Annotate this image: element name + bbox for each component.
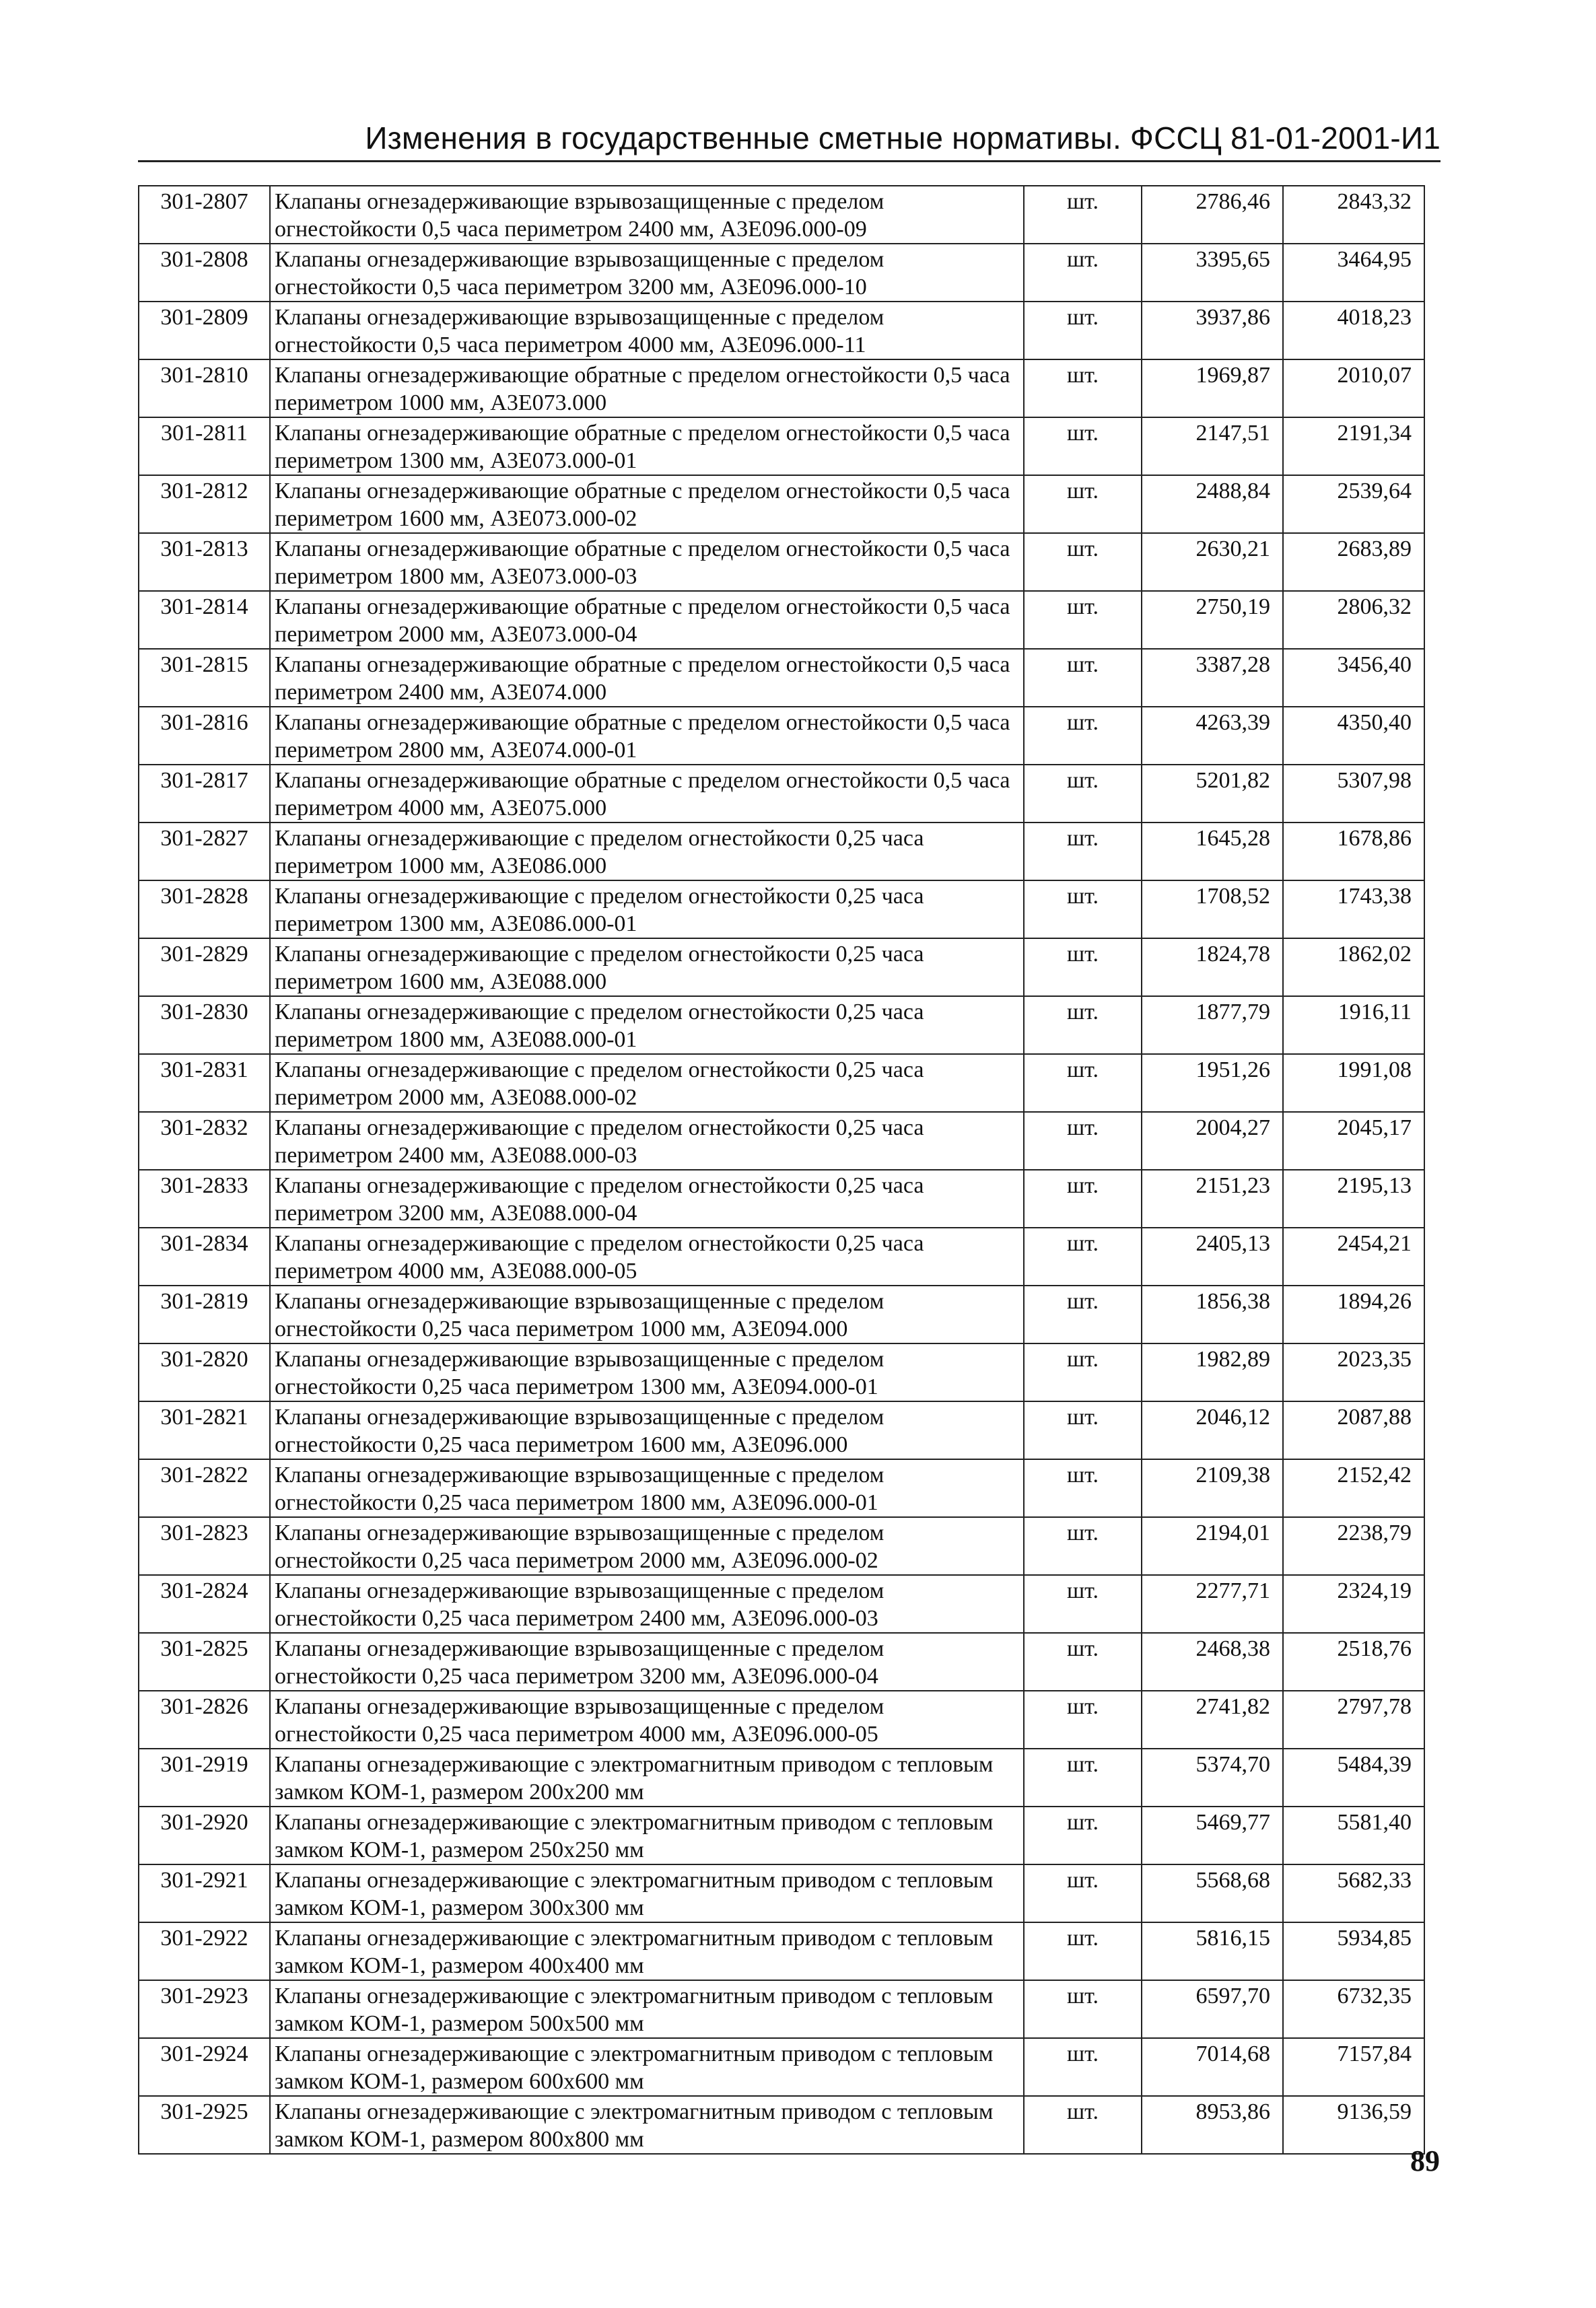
table-row <box>139 938 1424 996</box>
cell-price-2: 2454,21 <box>1283 1228 1424 1286</box>
cell-unit: шт. <box>1024 1922 1142 1980</box>
table-row <box>139 1864 1424 1922</box>
cell-price-1: 2194,01 <box>1142 1517 1283 1575</box>
cell-unit: шт. <box>1024 302 1142 359</box>
cell-price-2: 4350,40 <box>1283 707 1424 765</box>
cell-price-1: 1969,87 <box>1142 359 1283 417</box>
cell-code: 301-2828 <box>139 880 270 938</box>
table-row <box>139 1054 1424 1112</box>
cell-code: 301-2807 <box>139 186 270 244</box>
cell-description: Клапаны огнезадерживающие с электромагнитным приводом с тепловым замком КОМ-1, размером 200х200 мм <box>270 1749 1024 1807</box>
cell-unit: шт. <box>1024 1864 1142 1922</box>
table-row <box>139 2096 1424 2154</box>
table-row <box>139 475 1424 533</box>
cell-price-1: 1645,28 <box>1142 823 1283 880</box>
cell-description: Клапаны огнезадерживающие с пределом огнестойкости 0,25 часа периметром 1000 мм, А3Е086.000 <box>270 823 1024 880</box>
cell-code: 301-2827 <box>139 823 270 880</box>
cell-unit: шт. <box>1024 417 1142 475</box>
cell-code: 301-2824 <box>139 1575 270 1633</box>
cell-price-1: 5568,68 <box>1142 1864 1283 1922</box>
cell-price-2: 5682,33 <box>1283 1864 1424 1922</box>
cell-price-1: 8953,86 <box>1142 2096 1283 2154</box>
cell-code: 301-2811 <box>139 417 270 475</box>
cell-price-1: 1951,26 <box>1142 1054 1283 1112</box>
cell-description: Клапаны огнезадерживающие взрывозащищенные с пределом огнестойкости 0,5 часа периметром 2400 мм, А3Е096.000-09 <box>270 186 1024 244</box>
cell-price-1: 5374,70 <box>1142 1749 1283 1807</box>
cell-unit: шт. <box>1024 591 1142 649</box>
table-row <box>139 359 1424 417</box>
cell-price-2: 2045,17 <box>1283 1112 1424 1170</box>
cell-unit: шт. <box>1024 2096 1142 2154</box>
cell-description: Клапаны огнезадерживающие с пределом огнестойкости 0,25 часа периметром 4000 мм, А3Е088.000-05 <box>270 1228 1024 1286</box>
cell-description: Клапаны огнезадерживающие взрывозащищенные с пределом огнестойкости 0,25 часа периметром 1300 мм, А3Е094.000-01 <box>270 1343 1024 1401</box>
page-header-title: Изменения в государственные сметные нормативы. ФССЦ 81-01-2001-И1 <box>365 120 1441 155</box>
cell-code: 301-2825 <box>139 1633 270 1691</box>
cell-code: 301-2829 <box>139 938 270 996</box>
cell-price-2: 1678,86 <box>1283 823 1424 880</box>
cell-description: Клапаны огнезадерживающие с электромагнитным приводом с тепловым замком КОМ-1, размером 400х400 мм <box>270 1922 1024 1980</box>
cell-price-1: 2147,51 <box>1142 417 1283 475</box>
table-row <box>139 1922 1424 1980</box>
cell-description: Клапаны огнезадерживающие обратные с пределом огнестойкости 0,5 часа периметром 4000 мм, А3Е075.000 <box>270 765 1024 823</box>
cell-unit: шт. <box>1024 244 1142 302</box>
cell-description: Клапаны огнезадерживающие обратные с пределом огнестойкости 0,5 часа периметром 2800 мм, А3Е074.000-01 <box>270 707 1024 765</box>
table-row <box>139 1807 1424 1864</box>
cell-price-2: 2023,35 <box>1283 1343 1424 1401</box>
cell-description: Клапаны огнезадерживающие с пределом огнестойкости 0,25 часа периметром 1800 мм, А3Е088.000-01 <box>270 996 1024 1054</box>
cell-price-1: 2786,46 <box>1142 186 1283 244</box>
cell-description: Клапаны огнезадерживающие взрывозащищенные с пределом огнестойкости 0,5 часа периметром 4000 мм, А3Е096.000-11 <box>270 302 1024 359</box>
cell-price-2: 2152,42 <box>1283 1459 1424 1517</box>
cell-unit: шт. <box>1024 1054 1142 1112</box>
cell-price-1: 5816,15 <box>1142 1922 1283 1980</box>
cell-unit: шт. <box>1024 2038 1142 2096</box>
cell-description: Клапаны огнезадерживающие обратные с пределом огнестойкости 0,5 часа периметром 1300 мм, А3Е073.000-01 <box>270 417 1024 475</box>
cell-description: Клапаны огнезадерживающие с пределом огнестойкости 0,25 часа периметром 2000 мм, А3Е088.000-02 <box>270 1054 1024 1112</box>
cell-price-2: 2238,79 <box>1283 1517 1424 1575</box>
cell-description: Клапаны огнезадерживающие с электромагнитным приводом с тепловым замком КОМ-1, размером 800х800 мм <box>270 2096 1024 2154</box>
cell-code: 301-2925 <box>139 2096 270 2154</box>
cell-code: 301-2919 <box>139 1749 270 1807</box>
cell-code: 301-2819 <box>139 1286 270 1343</box>
table-row <box>139 2038 1424 2096</box>
cell-unit: шт. <box>1024 1286 1142 1343</box>
cell-price-2: 6732,35 <box>1283 1980 1424 2038</box>
table-row <box>139 1112 1424 1170</box>
cell-unit: шт. <box>1024 1459 1142 1517</box>
table-row <box>139 1401 1424 1459</box>
cell-price-2: 5934,85 <box>1283 1922 1424 1980</box>
cell-price-1: 2488,84 <box>1142 475 1283 533</box>
cell-description: Клапаны огнезадерживающие взрывозащищенные с пределом огнестойкости 0,25 часа периметром 1800 мм, А3Е096.000-01 <box>270 1459 1024 1517</box>
cell-description: Клапаны огнезадерживающие взрывозащищенные с пределом огнестойкости 0,25 часа периметром 1000 мм, А3Е094.000 <box>270 1286 1024 1343</box>
cell-price-2: 2683,89 <box>1283 533 1424 591</box>
cell-price-2: 2324,19 <box>1283 1575 1424 1633</box>
cell-code: 301-2921 <box>139 1864 270 1922</box>
cell-price-1: 1856,38 <box>1142 1286 1283 1343</box>
table-row <box>139 649 1424 707</box>
table-row <box>139 1459 1424 1517</box>
cell-price-1: 3395,65 <box>1142 244 1283 302</box>
table-row <box>139 186 1424 244</box>
cell-price-1: 5469,77 <box>1142 1807 1283 1864</box>
cell-price-2: 4018,23 <box>1283 302 1424 359</box>
cell-price-2: 1991,08 <box>1283 1054 1424 1112</box>
cell-code: 301-2817 <box>139 765 270 823</box>
cell-price-1: 2750,19 <box>1142 591 1283 649</box>
table-row <box>139 1691 1424 1749</box>
cell-description: Клапаны огнезадерживающие с электромагнитным приводом с тепловым замком КОМ-1, размером 500х500 мм <box>270 1980 1024 2038</box>
table-row <box>139 1980 1424 2038</box>
cell-price-1: 2151,23 <box>1142 1170 1283 1228</box>
table-row <box>139 880 1424 938</box>
cell-unit: шт. <box>1024 1691 1142 1749</box>
cell-unit: шт. <box>1024 1343 1142 1401</box>
cell-code: 301-2812 <box>139 475 270 533</box>
cell-unit: шт. <box>1024 1228 1142 1286</box>
table-row <box>139 765 1424 823</box>
cell-code: 301-2830 <box>139 996 270 1054</box>
cell-code: 301-2826 <box>139 1691 270 1749</box>
cell-price-2: 2087,88 <box>1283 1401 1424 1459</box>
cell-price-1: 2277,71 <box>1142 1575 1283 1633</box>
cell-unit: шт. <box>1024 1170 1142 1228</box>
cell-code: 301-2809 <box>139 302 270 359</box>
cell-description: Клапаны огнезадерживающие взрывозащищенные с пределом огнестойкости 0,25 часа периметром 4000 мм, А3Е096.000-05 <box>270 1691 1024 1749</box>
cell-unit: шт. <box>1024 1749 1142 1807</box>
cell-unit: шт. <box>1024 1980 1142 2038</box>
cell-description: Клапаны огнезадерживающие с пределом огнестойкости 0,25 часа периметром 3200 мм, А3Е088.000-04 <box>270 1170 1024 1228</box>
price-table <box>138 185 1425 2155</box>
cell-price-2: 2539,64 <box>1283 475 1424 533</box>
cell-price-1: 2046,12 <box>1142 1401 1283 1459</box>
table-row <box>139 823 1424 880</box>
cell-description: Клапаны огнезадерживающие обратные с пределом огнестойкости 0,5 часа периметром 2400 мм, А3Е074.000 <box>270 649 1024 707</box>
cell-code: 301-2814 <box>139 591 270 649</box>
table-row <box>139 417 1424 475</box>
cell-code: 301-2924 <box>139 2038 270 2096</box>
cell-unit: шт. <box>1024 938 1142 996</box>
table-row <box>139 1749 1424 1807</box>
cell-price-2: 1862,02 <box>1283 938 1424 996</box>
table-row <box>139 302 1424 359</box>
cell-price-2: 2195,13 <box>1283 1170 1424 1228</box>
cell-price-2: 1916,11 <box>1283 996 1424 1054</box>
cell-price-2: 5484,39 <box>1283 1749 1424 1807</box>
cell-unit: шт. <box>1024 880 1142 938</box>
cell-code: 301-2808 <box>139 244 270 302</box>
table-row <box>139 533 1424 591</box>
cell-description: Клапаны огнезадерживающие с пределом огнестойкости 0,25 часа периметром 1300 мм, А3Е086.000-01 <box>270 880 1024 938</box>
cell-description: Клапаны огнезадерживающие обратные с пределом огнестойкости 0,5 часа периметром 1800 мм, А3Е073.000-03 <box>270 533 1024 591</box>
cell-description: Клапаны огнезадерживающие с пределом огнестойкости 0,25 часа периметром 2400 мм, А3Е088.000-03 <box>270 1112 1024 1170</box>
cell-price-2: 2191,34 <box>1283 417 1424 475</box>
cell-price-1: 7014,68 <box>1142 2038 1283 2096</box>
table-row <box>139 244 1424 302</box>
cell-description: Клапаны огнезадерживающие обратные с пределом огнестойкости 0,5 часа периметром 1000 мм, А3Е073.000 <box>270 359 1024 417</box>
table-row <box>139 1170 1424 1228</box>
cell-price-2: 2806,32 <box>1283 591 1424 649</box>
cell-code: 301-2822 <box>139 1459 270 1517</box>
cell-unit: шт. <box>1024 1575 1142 1633</box>
cell-price-1: 1708,52 <box>1142 880 1283 938</box>
table-row <box>139 591 1424 649</box>
cell-code: 301-2813 <box>139 533 270 591</box>
cell-price-1: 2405,13 <box>1142 1228 1283 1286</box>
cell-code: 301-2834 <box>139 1228 270 1286</box>
cell-description: Клапаны огнезадерживающие с пределом огнестойкости 0,25 часа периметром 1600 мм, А3Е088.000 <box>270 938 1024 996</box>
cell-code: 301-2832 <box>139 1112 270 1170</box>
cell-description: Клапаны огнезадерживающие обратные с пределом огнестойкости 0,5 часа периметром 2000 мм, А3Е073.000-04 <box>270 591 1024 649</box>
cell-price-1: 5201,82 <box>1142 765 1283 823</box>
cell-price-1: 2630,21 <box>1142 533 1283 591</box>
cell-code: 301-2816 <box>139 707 270 765</box>
cell-code: 301-2810 <box>139 359 270 417</box>
cell-unit: шт. <box>1024 823 1142 880</box>
cell-price-1: 1982,89 <box>1142 1343 1283 1401</box>
cell-description: Клапаны огнезадерживающие с электромагнитным приводом с тепловым замком КОМ-1, размером 250х250 мм <box>270 1807 1024 1864</box>
cell-price-1: 2004,27 <box>1142 1112 1283 1170</box>
cell-code: 301-2923 <box>139 1980 270 2038</box>
cell-price-2: 2797,78 <box>1283 1691 1424 1749</box>
cell-unit: шт. <box>1024 533 1142 591</box>
cell-description: Клапаны огнезадерживающие с электромагнитным приводом с тепловым замком КОМ-1, размером 600х600 мм <box>270 2038 1024 2096</box>
cell-price-1: 3387,28 <box>1142 649 1283 707</box>
cell-price-2: 3456,40 <box>1283 649 1424 707</box>
cell-price-2: 1743,38 <box>1283 880 1424 938</box>
page-header <box>138 114 1441 162</box>
cell-unit: шт. <box>1024 475 1142 533</box>
cell-unit: шт. <box>1024 996 1142 1054</box>
table-row <box>139 996 1424 1054</box>
cell-code: 301-2821 <box>139 1401 270 1459</box>
cell-price-2: 2518,76 <box>1283 1633 1424 1691</box>
cell-unit: шт. <box>1024 1401 1142 1459</box>
table-row <box>139 1228 1424 1286</box>
cell-code: 301-2823 <box>139 1517 270 1575</box>
cell-price-2: 3464,95 <box>1283 244 1424 302</box>
table-row <box>139 1517 1424 1575</box>
cell-price-1: 3937,86 <box>1142 302 1283 359</box>
cell-price-1: 6597,70 <box>1142 1980 1283 2038</box>
cell-unit: шт. <box>1024 649 1142 707</box>
cell-price-2: 5307,98 <box>1283 765 1424 823</box>
cell-price-2: 7157,84 <box>1283 2038 1424 2096</box>
cell-unit: шт. <box>1024 1517 1142 1575</box>
cell-price-2: 9136,59 <box>1283 2096 1424 2154</box>
cell-price-1: 1877,79 <box>1142 996 1283 1054</box>
cell-code: 301-2833 <box>139 1170 270 1228</box>
cell-price-1: 1824,78 <box>1142 938 1283 996</box>
cell-description: Клапаны огнезадерживающие взрывозащищенные с пределом огнестойкости 0,25 часа периметром 3200 мм, А3Е096.000-04 <box>270 1633 1024 1691</box>
cell-price-2: 2843,32 <box>1283 186 1424 244</box>
cell-unit: шт. <box>1024 186 1142 244</box>
cell-unit: шт. <box>1024 1633 1142 1691</box>
cell-unit: шт. <box>1024 765 1142 823</box>
table-row <box>139 1286 1424 1343</box>
cell-price-1: 2109,38 <box>1142 1459 1283 1517</box>
cell-price-2: 5581,40 <box>1283 1807 1424 1864</box>
cell-code: 301-2831 <box>139 1054 270 1112</box>
cell-code: 301-2922 <box>139 1922 270 1980</box>
cell-unit: шт. <box>1024 359 1142 417</box>
table-body <box>139 186 1424 2154</box>
table-row <box>139 1633 1424 1691</box>
cell-description: Клапаны огнезадерживающие взрывозащищенные с пределом огнестойкости 0,25 часа периметром 2400 мм, А3Е096.000-03 <box>270 1575 1024 1633</box>
cell-description: Клапаны огнезадерживающие взрывозащищенные с пределом огнестойкости 0,5 часа периметром 3200 мм, А3Е096.000-10 <box>270 244 1024 302</box>
cell-description: Клапаны огнезадерживающие с электромагнитным приводом с тепловым замком КОМ-1, размером 300х300 мм <box>270 1864 1024 1922</box>
cell-price-1: 2468,38 <box>1142 1633 1283 1691</box>
cell-price-2: 2010,07 <box>1283 359 1424 417</box>
cell-description: Клапаны огнезадерживающие взрывозащищенные с пределом огнестойкости 0,25 часа периметром 2000 мм, А3Е096.000-02 <box>270 1517 1024 1575</box>
table-row <box>139 1575 1424 1633</box>
cell-code: 301-2920 <box>139 1807 270 1864</box>
cell-code: 301-2820 <box>139 1343 270 1401</box>
cell-unit: шт. <box>1024 1112 1142 1170</box>
cell-price-1: 2741,82 <box>1142 1691 1283 1749</box>
page-number: 89 <box>1410 2144 1440 2177</box>
cell-code: 301-2815 <box>139 649 270 707</box>
table-row <box>139 1343 1424 1401</box>
cell-price-1: 4263,39 <box>1142 707 1283 765</box>
cell-price-2: 1894,26 <box>1283 1286 1424 1343</box>
cell-unit: шт. <box>1024 707 1142 765</box>
table-row <box>139 707 1424 765</box>
cell-description: Клапаны огнезадерживающие обратные с пределом огнестойкости 0,5 часа периметром 1600 мм, А3Е073.000-02 <box>270 475 1024 533</box>
cell-unit: шт. <box>1024 1807 1142 1864</box>
cell-description: Клапаны огнезадерживающие взрывозащищенные с пределом огнестойкости 0,25 часа периметром 1600 мм, А3Е096.000 <box>270 1401 1024 1459</box>
